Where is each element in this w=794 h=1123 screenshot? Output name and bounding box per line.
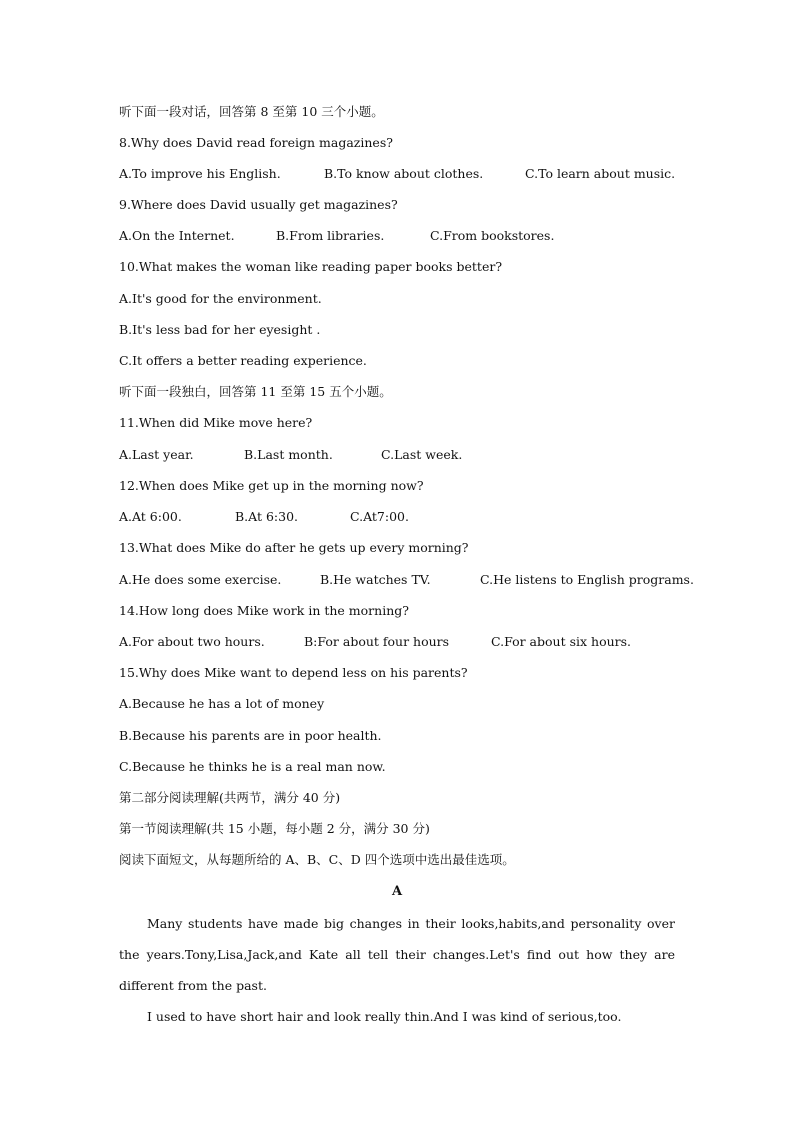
q15-option-b: B.Because his parents are in poor health. <box>119 728 382 743</box>
question-14: 14.How long does Mike work in the morning? <box>119 603 409 618</box>
q12-option-b: B.At 6:30. <box>235 509 299 524</box>
q13-option-b: B.He watches TV. <box>320 572 431 587</box>
q14-option-c: C.For about six hours. <box>491 634 632 649</box>
passage-paragraph-1: Many students have made big changes in their looks,habits,and personality over the years.Tony,Lisa,Jack,and Kate all tell their changes.Let's find out how they are different from the past. <box>119 916 675 993</box>
q11-option-c: C.Last week. <box>381 447 463 462</box>
question-10: 10.What makes the woman like reading paper books better? <box>119 259 503 274</box>
q10-option-b: B.It's less bad for her eyesight . <box>119 322 321 337</box>
q14-option-a: A.For about two hours. <box>119 634 265 649</box>
q8-option-a: A.To improve his English. <box>119 166 281 181</box>
q13-option-a: A.He does some exercise. <box>119 572 282 587</box>
reading-instruction: 阅读下面短文，从每题所给的 A、B、C、D 四个选项中选出最佳选项。 <box>119 852 515 867</box>
q12-option-a: A.At 6:00. <box>119 509 182 524</box>
monologue-intro: 听下面一段独白，回答第 11 至第 15 五个小题。 <box>119 384 392 399</box>
question-15: 15.Why does Mike want to depend less on his parents? <box>119 665 468 680</box>
q14-option-b: B:For about four hours <box>304 634 450 649</box>
dialogue-intro: 听下面一段对话，回答第 8 至第 10 三个小题。 <box>119 104 384 119</box>
q13-option-c: C.He listens to English programs. <box>480 572 694 587</box>
question-13: 13.What does Mike do after he gets up every morning? <box>119 540 469 555</box>
question-12: 12.When does Mike get up in the morning now? <box>119 478 424 493</box>
q12-option-c: C.At7:00. <box>350 509 409 524</box>
passage-label: A <box>391 884 403 899</box>
part2-title: 第二部分阅读理解(共两节，满分 40 分) <box>119 790 341 805</box>
section1-title: 第一节阅读理解(共 15 小题，每小题 2 分，满分 30 分) <box>119 821 430 836</box>
q15-option-a: A.Because he has a lot of money <box>119 696 325 711</box>
q10-option-c: C.It offers a better reading experience. <box>119 353 367 368</box>
question-8: 8.Why does David read foreign magazines? <box>119 135 393 150</box>
passage-paragraph-2: I used to have short hair and look really thin.And I was kind of serious,too. <box>147 1009 622 1024</box>
q11-option-a: A.Last year. <box>119 447 194 462</box>
q9-option-a: A.On the Internet. <box>119 228 235 243</box>
q9-option-b: B.From libraries. <box>276 228 385 243</box>
q15-option-c: C.Because he thinks he is a real man now. <box>119 759 386 774</box>
question-11: 11.When did Mike move here? <box>119 415 313 430</box>
q8-option-c: C.To learn about music. <box>525 166 676 181</box>
q8-option-b: B.To know about clothes. <box>324 166 484 181</box>
q9-option-c: C.From bookstores. <box>430 228 555 243</box>
question-9: 9.Where does David usually get magazines? <box>119 197 398 212</box>
q10-option-a: A.It's good for the environment. <box>119 291 322 306</box>
q11-option-b: B.Last month. <box>244 447 333 462</box>
